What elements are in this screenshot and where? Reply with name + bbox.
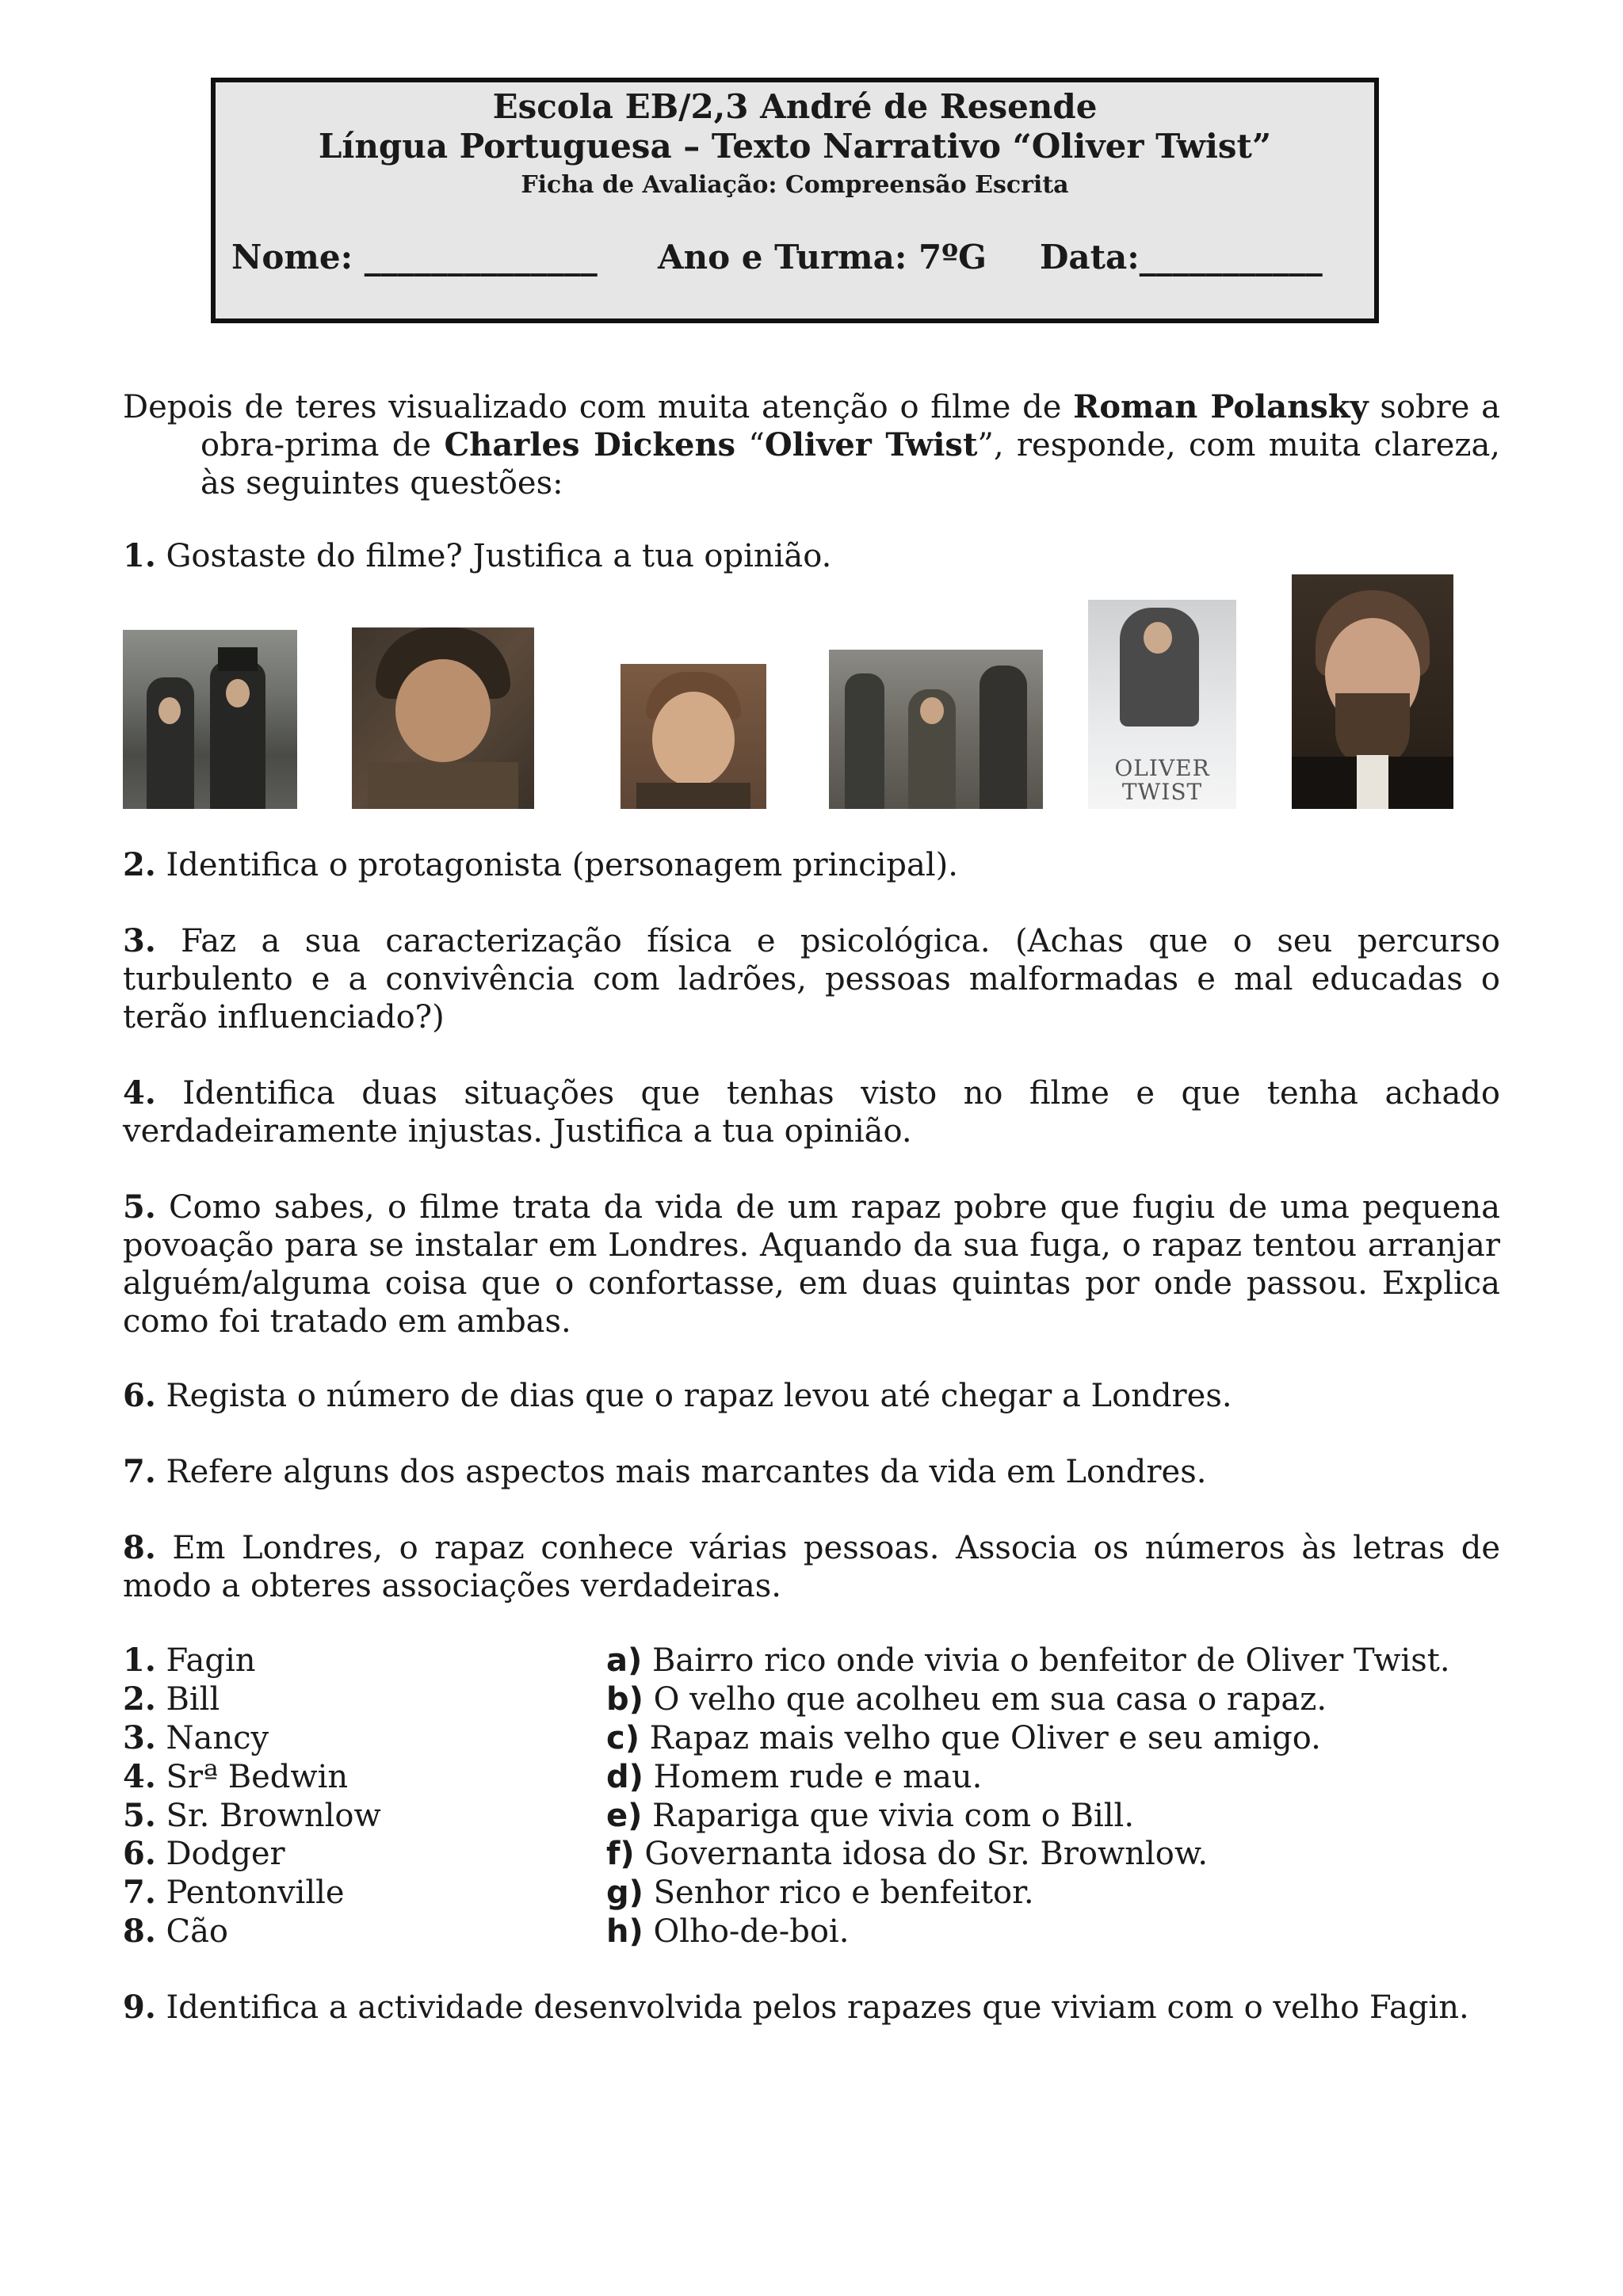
match-right-item	[606, 1719, 1450, 1758]
charles-dickens-portrait	[1292, 574, 1453, 809]
match-number: 8.	[123, 1913, 156, 1951]
question-6	[123, 1377, 1500, 1415]
question-2	[123, 846, 1500, 884]
match-left-item	[123, 1835, 381, 1874]
question-number: 8.	[123, 1529, 156, 1566]
match-text: Pentonville	[155, 1875, 345, 1912]
match-number: 5.	[123, 1796, 156, 1834]
match-left-column	[123, 1642, 381, 1951]
question-8	[123, 1529, 1500, 1605]
match-text: Dodger	[155, 1836, 285, 1873]
question-number: 7.	[123, 1453, 156, 1490]
question-text: Identifica o protagonista (personagem principal).	[155, 847, 958, 883]
match-left-item	[123, 1913, 381, 1951]
dvd-title-line: TWIST	[1121, 779, 1203, 805]
school-name: Escola EB/2,3 André de Resende	[492, 87, 1098, 126]
match-left-item	[123, 1719, 381, 1758]
match-left-item	[123, 1874, 381, 1913]
question-text: Faz a sua caracterização física e psicológica. (Achas que o seu percurso turbulento e a convivência com ladrões, pessoas malformadas e mal educadas o terão influenciado?)	[123, 923, 1500, 1035]
match-right-column	[606, 1642, 1450, 1951]
film-still-running-photo	[829, 650, 1043, 809]
match-text: Rapariga que vivia com o Bill.	[642, 1797, 1135, 1834]
director-name: Roman Polansky	[1073, 388, 1369, 425]
match-text: Governanta idosa do Sr. Brownlow.	[634, 1836, 1209, 1873]
question-text: Como sabes, o filme trata da vida de um rapaz pobre que fugiu de uma pequena povoação para se instalar em Londres. Aquando da sua fuga, o rapaz tentou arranjar alguém/alguma coisa que o confortasse, em duas quintas por onde passou. Explica como foi tratado em ambas.	[123, 1189, 1500, 1340]
question-5	[123, 1188, 1500, 1341]
question-number: 5.	[123, 1188, 156, 1226]
match-left-item	[123, 1797, 381, 1836]
match-right-item	[606, 1835, 1450, 1874]
match-number: 3.	[123, 1718, 156, 1756]
match-right-item	[606, 1913, 1450, 1951]
question-number: 6.	[123, 1377, 156, 1414]
match-right-item	[606, 1680, 1450, 1719]
match-letter: d)	[606, 1758, 643, 1795]
match-number: 2.	[123, 1680, 156, 1718]
class-field: Ano e Turma: 7ºG	[658, 238, 987, 277]
match-text: Senhor rico e benfeitor.	[643, 1875, 1034, 1912]
question-text: Identifica duas situações que tenhas visto no filme e que tenha achado verdadeiramente injustas. Justifica a tua opinião.	[123, 1075, 1500, 1150]
question-number: 9.	[123, 1989, 156, 2026]
intro-text: “	[735, 427, 765, 463]
match-right-item	[606, 1874, 1450, 1913]
intro-paragraph	[123, 388, 1500, 502]
film-still-boy-photo	[352, 627, 534, 809]
match-letter: c)	[606, 1719, 640, 1756]
match-text: Bairro rico onde vivia o benfeitor de Oliver Twist.	[642, 1642, 1450, 1679]
author-name: Charles Dickens	[444, 426, 736, 463]
question-number: 2.	[123, 846, 156, 883]
dvd-title	[1088, 757, 1236, 804]
match-text: Cão	[155, 1913, 229, 1951]
question-number: 3.	[123, 922, 156, 959]
question-text: Regista o número de dias que o rapaz levou até chegar a Londres.	[155, 1378, 1232, 1414]
question-text: Em Londres, o rapaz conhece várias pessoas. Associa os números às letras de modo a obteres associações verdadeiras.	[123, 1530, 1500, 1604]
match-text: Homem rude e mau.	[643, 1758, 983, 1795]
match-text: Olho-de-boi.	[643, 1913, 850, 1951]
match-right-item	[606, 1642, 1450, 1680]
match-letter: f)	[606, 1836, 635, 1873]
question-text: Refere alguns dos aspectos mais marcantes da vida em Londres.	[155, 1454, 1207, 1490]
match-left-item	[123, 1642, 381, 1680]
match-letter: a)	[606, 1642, 643, 1679]
sheet-subtitle: Ficha de Avaliação: Compreensão Escrita	[521, 171, 1069, 199]
dvd-cover-image	[1088, 600, 1236, 809]
question-3	[123, 922, 1500, 1036]
match-text: Sr. Brownlow	[155, 1797, 381, 1834]
name-field[interactable]: Nome: ______________	[231, 238, 598, 277]
film-still-closeup-photo	[621, 664, 766, 809]
intro-text: Depois de teres visualizado com muita atenção o filme de	[123, 389, 1074, 425]
match-left-item	[123, 1680, 381, 1719]
match-letter: g)	[606, 1875, 643, 1912]
book-title: Oliver Twist	[764, 426, 978, 463]
match-letter: e)	[606, 1797, 643, 1834]
match-text: O velho que acolheu em sua casa o rapaz.	[643, 1680, 1327, 1718]
film-still-street-photo	[123, 630, 297, 809]
subject-title: Língua Portuguesa – Texto Narrativo “Oliver Twist”	[318, 127, 1272, 166]
match-letter: b)	[606, 1680, 643, 1718]
match-left-item	[123, 1758, 381, 1797]
match-right-item	[606, 1797, 1450, 1836]
question-7	[123, 1453, 1500, 1491]
match-text: Nancy	[155, 1719, 269, 1756]
match-right-item	[606, 1758, 1450, 1797]
match-text: Bill	[155, 1680, 220, 1718]
date-field[interactable]: Data:___________	[1040, 238, 1323, 277]
match-number: 7.	[123, 1874, 156, 1912]
match-number: 1.	[123, 1642, 156, 1679]
match-text: Fagin	[155, 1642, 256, 1679]
question-1	[123, 537, 1500, 575]
question-number: 1.	[123, 537, 156, 574]
question-9	[123, 1989, 1500, 2027]
match-text: Rapaz mais velho que Oliver e seu amigo.	[640, 1719, 1321, 1756]
match-letter: h)	[606, 1913, 643, 1951]
intro-text: ”, responde, com muita clareza, às seguintes questões:	[200, 427, 1500, 502]
question-4	[123, 1074, 1500, 1150]
match-number: 4.	[123, 1757, 156, 1795]
intro-text: sobre a obra-prima de	[200, 389, 1501, 463]
dvd-title-line: OLIVER	[1114, 755, 1210, 781]
question-text: Identifica a actividade desenvolvida pelos rapazes que viviam com o velho Fagin.	[155, 1989, 1469, 2026]
question-text: Gostaste do filme? Justifica a tua opinião.	[155, 538, 832, 574]
question-number: 4.	[123, 1074, 156, 1112]
match-text: Srª Bedwin	[155, 1758, 349, 1795]
match-number: 6.	[123, 1835, 156, 1873]
header-box	[211, 78, 1379, 323]
